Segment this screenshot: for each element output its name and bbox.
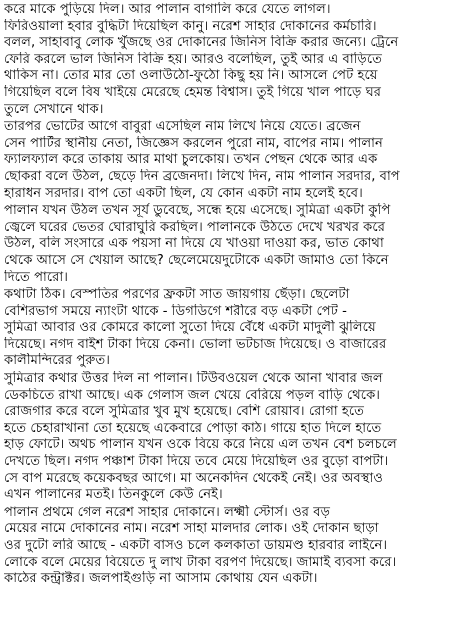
text-line: পালান যখন উঠল তখন সূর্য ডুবেছে, সন্ধে হয়ে এসেছে। সুমিত্রা একটা কুপি — [4, 203, 391, 219]
text-line: দিয়েছে। নগদ বাইশ টাকা দিয়ে কেনা। ভোলা ভটচাজ দিয়েছে। ও বাজারের — [4, 336, 387, 352]
paragraph-1 — [4, 2, 455, 118]
paragraph-3 — [4, 203, 455, 286]
text-line: জ্বেলে ঘরের ভেতর ঘোরাঘুরি করছিল। পালানকে উঠতে দেখে খরখর করে — [4, 219, 385, 235]
text-line: লোকে বলে মেয়ের বিয়েতে দু লাখ টাকা বরপণ দিয়েছে। জামাই ব্যবসা করে। — [4, 554, 397, 570]
text-line: উঠল, বলি সংসারে এক পয়সা না দিয়ে যে খাওয়া দাওয়া কর, ভাত কোথা — [4, 236, 384, 252]
text-line: সুমিত্রা আবার ওর কোমরে কালো সুতো দিয়ে বেঁধে একটা মাদুলী ঝুলিয়ে — [4, 320, 376, 336]
text-line: দেখতে ছিল। নগদ পঞ্চাশ টাকা দিয়ে তবে মেয়ে দিয়েছিল ওর বুড়ো বাপটা। — [4, 454, 389, 470]
text-line: রোজগার করে বলে সুমিত্রার খুব মুখ হয়েছে। বেশি রোয়াব। রোগা হতে — [4, 404, 365, 420]
paragraph-5 — [4, 371, 455, 504]
text-line: ফিরিওয়ালা হবার বুদ্ধিটা দিয়েছিল কানু। নরেশ সাহার দোকানের কর্মচারি। — [4, 18, 377, 34]
paragraph-4 — [4, 287, 455, 370]
text-line: থেকে আসে সে খেয়াল আছে? ছেলেমেয়েদুটোকে একটা জামাও তো কিনে — [4, 252, 389, 268]
paragraph-2 — [4, 119, 455, 202]
text-line: সে বাপ মরেছে কয়েকবছর আগে। মা অনেকদিন থেকেই নেই। ওর অবস্থাও — [4, 470, 383, 486]
text-line: ওর দুটো লরি আছে - একটা বাসও চলে কলকাতা ডায়মণ্ড হারবার লাইনে। — [4, 538, 388, 553]
text-line: সুমিত্রার কথার উত্তর দিল না পালান। টিউবওয়েল থেকে আনা খাবার জল — [4, 371, 383, 387]
text-line: হারাধন সরদার। বাপ তো একটা ছিল, যে কোন একটা নাম হলেই হবে। — [4, 185, 363, 201]
paragraph-6 — [4, 505, 455, 588]
text-line: ফেরি করলে ভাল জিনিস বিক্রি হয়। আরও বলেছিল, তুই আর এ বাড়িতে — [4, 51, 383, 67]
text-line: ছোকরা বলে উঠল, ছেড়ে দিন ব্রজেনদা। লিখে দিন, নাম পালান সরদার, বাপ — [4, 168, 400, 184]
text-line: হতে চেহারাখানা তো হয়েছে একেবারে পোড়া কাঠ। গায়ে হাত দিলে হাতে — [4, 420, 382, 436]
text-line: সেন পার্টির স্থানীয় নেতা, জিজ্ঞেস করলেন পুরো নাম, বাপের নাম। পালান — [4, 135, 383, 151]
text-line: মেয়ের নামে দোকানের নাম। নরেশ সাহা মালদার লোক। ওই দোকান ছাড়া — [4, 521, 379, 537]
text-line: থাকিস না। তোর মার তো ওলাউঠো-ফুঠো কিছু হয় নি। আসলে পেট হয়ে — [4, 68, 378, 84]
text-line: ফ্যালফ্যাল করে তাকায় আর মাথা চুলকোয়। তখন পেছন থেকে আর এক — [4, 152, 378, 168]
text-line: কাঠের কন্ট্রাক্টর। জলপাইগুড়ি না আসাম কোথায় যেন একটা। — [4, 571, 318, 587]
text-line: বেশিরভাগ সময়ে ন্যাংটা থাকে - ডিগডিগে শরীরে বড় একটা পেট - — [4, 303, 347, 319]
text-line: বলল, সাহাবাবু লোক খুঁজছে ওর দোকানের জিনিস বিক্রি করার জন্যে। ট্রেনে — [4, 35, 399, 51]
text-line: তুলে সেখানে থাক। — [4, 101, 104, 117]
text-line: তারপর ভোটের আগে বাবুরা এসেছিল নাম লিখে নিয়ে যেতে। ব্রজেন — [4, 119, 361, 135]
text-line: করে মাকে পুড়িয়ে দিল। আর পালান বাগালি করে যেতে লাগল। — [4, 2, 331, 17]
text-line: কথাটা ঠিক। বেস্পতির পরণের ফ্রকটা সাত জায়গায় ছেঁড়া। ছেলেটা — [4, 287, 350, 303]
text-line: গিয়েছিল বলে বিষ খাইয়ে মেরেছে হেমন্ত বিশ্বাস। তুই গিয়ে খাল পাড়ে ঘর — [4, 84, 381, 100]
text-line: হাড় ফোটে। অথচ পালান যখন ওকে বিয়ে করে নিয়ে এল তখন বেশ চলচলে — [4, 437, 397, 453]
text-line: কালীমন্দিরের পুরুত। — [4, 353, 111, 369]
text-line: পালান প্রথমে গেল নরেশ সাহার দোকানে। লক্ষ্মী স্টোর্স। ওর বড় — [4, 504, 331, 520]
text-line: এখন পালানের মতই। তিনকুলে কেউ নেই। — [4, 487, 223, 503]
text-line: ডেকচিতে রাখা আছে। এক গেলাস জল খেয়ে বেরিয়ে পড়ল বাড়ি থেকে। — [4, 387, 381, 403]
text-line: দিতে পারো। — [4, 269, 68, 285]
